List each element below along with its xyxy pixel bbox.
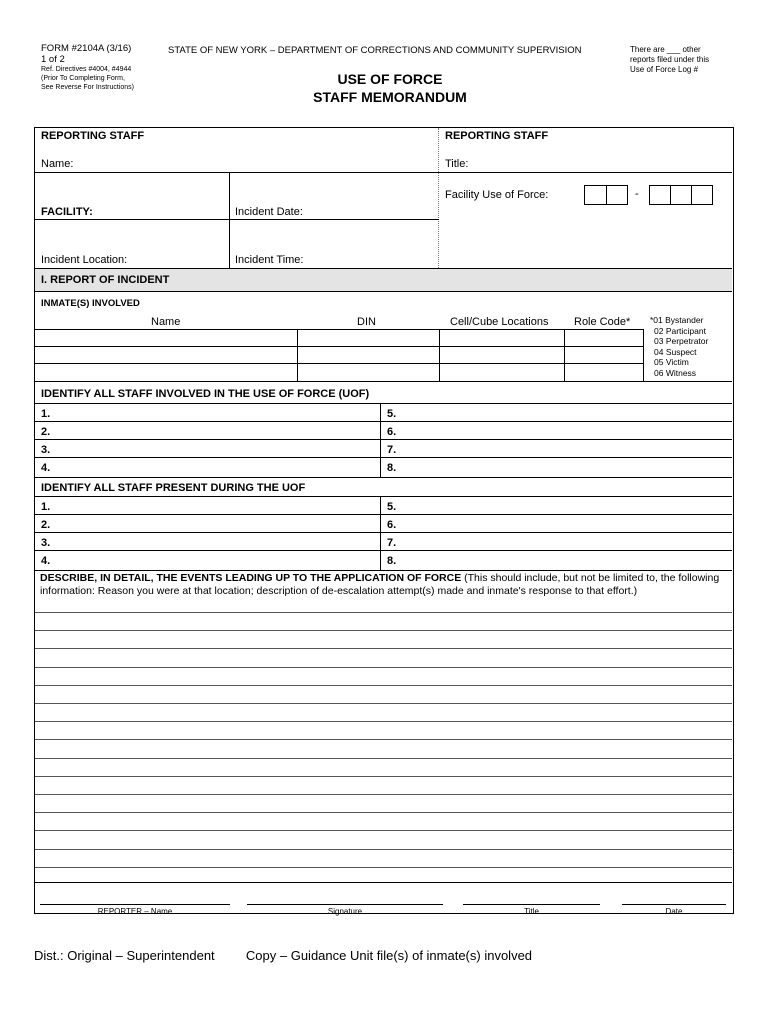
use-of-force-form (34, 127, 734, 914)
narrative-line[interactable] (35, 849, 732, 850)
col-divider (643, 329, 644, 381)
facility-uof-label: Facility Use of Force: (445, 189, 549, 201)
date-label: Date (665, 907, 683, 916)
narrative-line[interactable] (35, 830, 732, 831)
reporter-name-line[interactable] (40, 904, 230, 905)
role-code-item: 02 Participant (654, 325, 706, 336)
header-divider (438, 128, 439, 268)
col-divider (297, 329, 298, 381)
uof-log-number-boxes[interactable] (649, 185, 713, 205)
right-line3: Use of Force Log # (630, 65, 699, 74)
box-divider (670, 185, 671, 205)
narrative-line[interactable] (35, 776, 732, 777)
uof-dash: - (635, 188, 639, 200)
rule (35, 496, 732, 497)
narrative-line[interactable] (35, 667, 732, 668)
staff-row[interactable] (35, 532, 732, 533)
dist-original: Dist.: Original – Superintendent (34, 948, 215, 963)
signature-line[interactable] (247, 904, 443, 905)
staff-present-4: 4. (41, 555, 51, 567)
staff-present-3: 3. (41, 537, 51, 549)
prior-note: (Prior To Completing Form, (41, 75, 125, 82)
rule (35, 882, 732, 883)
rule (35, 403, 732, 404)
staff-row[interactable] (35, 550, 732, 551)
staff-present-heading: IDENTIFY ALL STAFF PRESENT DURING THE UOF (41, 482, 306, 494)
staff-involved-heading: IDENTIFY ALL STAFF INVOLVED IN THE USE OF FORCE (UOF) (41, 388, 370, 400)
signature-label: Signature (327, 907, 363, 916)
role-code-item: 06 Witness (654, 367, 697, 378)
col-din: DIN (357, 316, 376, 328)
reporting-staff-heading-right: REPORTING STAFF (445, 130, 549, 142)
narrative-line[interactable] (35, 758, 732, 759)
form-title (250, 70, 530, 106)
inmate-row[interactable] (35, 329, 643, 330)
col-divider (380, 496, 381, 570)
narrative-line[interactable] (35, 739, 732, 740)
inmate-row[interactable] (35, 363, 643, 364)
right-line1: There are ___ other (630, 45, 701, 54)
narrative-line[interactable] (35, 867, 732, 868)
distribution-footer (34, 948, 532, 963)
narrative-line[interactable] (35, 794, 732, 795)
narrative-line[interactable] (35, 703, 732, 704)
box-divider (691, 185, 692, 205)
agency-name: STATE OF NEW YORK – DEPARTMENT OF CORRECTIONS AND COMMUNITY SUPERVISION (168, 45, 582, 56)
page-number: 1 of 2 (41, 53, 65, 65)
staff-present-6: 6. (387, 519, 397, 531)
col-role-code: Role Code* (574, 316, 631, 328)
facility-label: FACILITY: (41, 206, 93, 218)
date-line[interactable] (622, 904, 726, 905)
rule (35, 291, 732, 292)
staff-present-7: 7. (387, 537, 397, 549)
staff-involved-7: 7. (387, 444, 397, 456)
reporting-staff-heading-left: REPORTING STAFF (41, 130, 145, 142)
staff-involved-5: 5. (387, 408, 397, 420)
describe-heading: DESCRIBE, IN DETAIL, THE EVENTS LEADING UP TO THE APPLICATION OF FORCE (40, 572, 462, 584)
rule (35, 219, 439, 220)
col-cell: Cell/Cube Locations (450, 316, 549, 328)
role-code-item: 03 Perpetrator (654, 336, 709, 346)
rule (35, 381, 732, 382)
staff-row[interactable] (35, 514, 732, 515)
staff-row[interactable] (35, 421, 732, 422)
narrative-line[interactable] (35, 630, 732, 631)
staff-involved-8: 8. (387, 462, 397, 474)
box-divider (606, 185, 607, 205)
staff-involved-6: 6. (387, 426, 397, 438)
reporter-name-label: REPORTER – Name (97, 907, 173, 916)
staff-row[interactable] (35, 439, 732, 440)
narrative-line[interactable] (35, 612, 732, 613)
right-line2: reports filed under this (630, 55, 710, 64)
col-divider (380, 403, 381, 477)
staff-present-5: 5. (387, 501, 397, 513)
name-label: Name: (41, 158, 74, 170)
narrative-line[interactable] (35, 685, 732, 686)
staff-present-2: 2. (41, 519, 51, 531)
incident-location-label: Incident Location: (41, 254, 128, 266)
describe-instructions (40, 572, 730, 598)
rule (35, 172, 732, 173)
rule (35, 477, 732, 478)
dist-copy: Copy – Guidance Unit file(s) of inmate(s) involved (245, 948, 533, 963)
narrative-line[interactable] (35, 812, 732, 813)
staff-involved-1: 1. (41, 408, 51, 420)
incident-time-label: Incident Time: (235, 254, 304, 266)
role-code-legend (650, 315, 708, 378)
title-line[interactable] (463, 904, 600, 905)
describe-note: (This should include, but not be limited to, the following information: Reason you were at that location; description of de-escalation attempt(s) made and inmate's response to that effort.) (40, 572, 720, 597)
inmate-row[interactable] (35, 346, 643, 347)
incident-date-label: Incident Date: (235, 206, 303, 218)
inmates-heading: INMATE(S) INVOLVED (41, 298, 140, 309)
narrative-line[interactable] (35, 721, 732, 722)
title-label: Title: (445, 158, 469, 170)
form-number: FORM #2104A (3/16) (41, 43, 132, 54)
reverse-note: See Reverse For Instructions) (41, 84, 134, 91)
staff-involved-2: 2. (41, 426, 51, 438)
title-line2: STAFF MEMORANDUM (313, 89, 467, 105)
directives: Ref. Directives #4004, #4944 (41, 66, 132, 73)
rule (35, 570, 732, 571)
form-info (41, 44, 134, 92)
title-sig-label: Title (524, 907, 539, 916)
role-code-item: 04 Suspect (654, 346, 697, 357)
staff-present-1: 1. (41, 501, 51, 513)
role-code-item: *01 Bystander (650, 315, 704, 325)
staff-involved-3: 3. (41, 444, 51, 456)
staff-present-8: 8. (387, 555, 397, 567)
col-divider (564, 329, 565, 381)
incident-divider (229, 172, 230, 268)
narrative-line[interactable] (35, 648, 732, 649)
col-name: Name (151, 316, 181, 328)
col-divider (439, 329, 440, 381)
section1-heading: I. REPORT OF INCIDENT (41, 274, 170, 286)
staff-row[interactable] (35, 457, 732, 458)
staff-involved-4: 4. (41, 462, 51, 474)
other-reports-note (630, 45, 740, 75)
title-line1: USE OF FORCE (337, 71, 443, 87)
role-code-item: 05 Victim (654, 357, 689, 367)
